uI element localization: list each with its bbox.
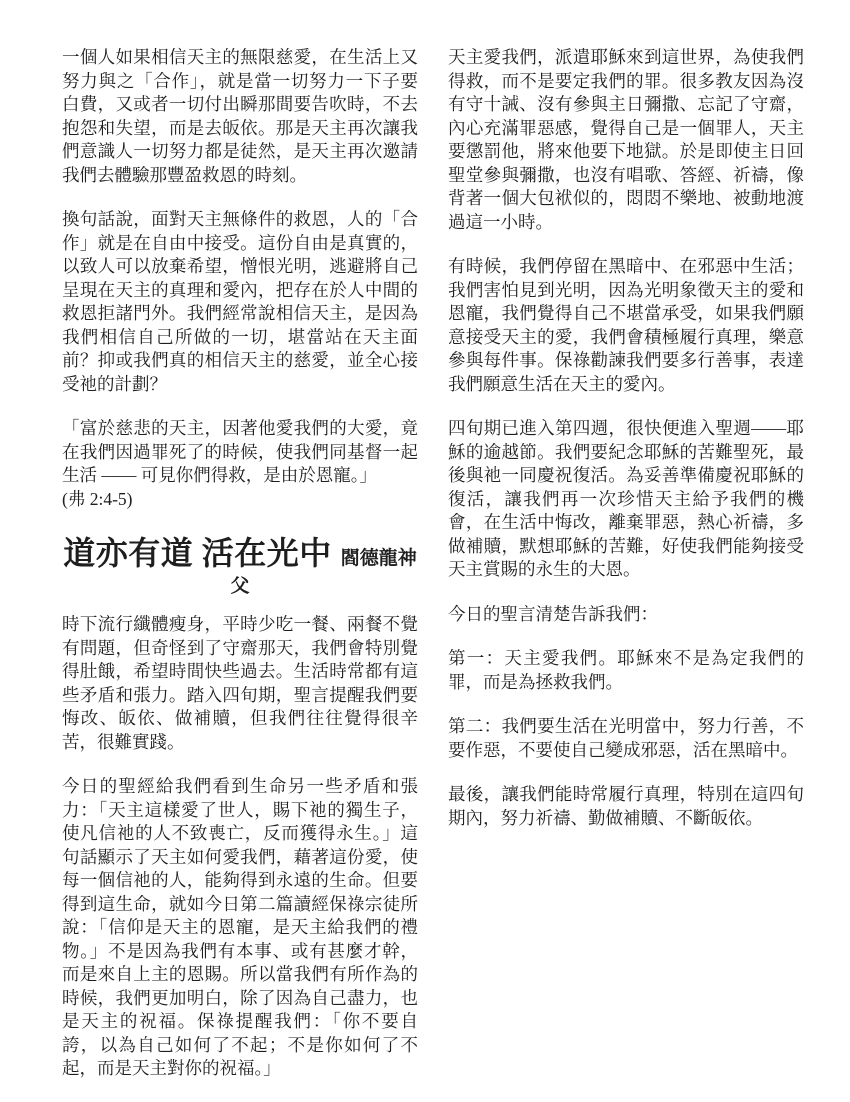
summary-point: 第一：天主愛我們。耶穌來不是為定我們的罪，而是為拯救我們。 <box>448 648 804 692</box>
summary-point: 第二：我們要生活在光明當中，努力行善，不要作惡，不要使自己變成邪惡，活在黑暗中。 <box>448 716 804 760</box>
paragraph: 一個人如果相信天主的無限慈愛，在生活上又努力與之「合作」，就是當一切努力一下子要白費，又或者一切付出瞬那間要告吹時，不去抱怨和失望，而是去皈依。那是天主再次讓我們意識人一切努力都是徒然，是天主再次邀請我們去體驗那豐盈救恩的時刻。 <box>62 47 418 185</box>
paragraph: 時下流行纖體瘦身，平時少吃一餐、兩餐不覺有問題，但奇怪到了守齋那天，我們會特別覺得肚餓，希望時間快些過去。生活時常都有這些矛盾和張力。踏入四旬期，聖言提醒我們要悔改、皈依、做補贖，但我們往往覺得很辛苦，很難實踐。 <box>62 614 418 752</box>
paragraph: 今日的聖經給我們看到生命另一些矛盾和張力：「天主這樣愛了世人，賜下祂的獨生子，使凡信祂的人不致喪亡，反而獲得永生。」這句話顯示了天主如何愛我們，藉著這份愛，使每一個信祂的人，能夠得到永遠的生命。但要得到這生命，就如今日第二篇讀經保祿宗徒所說：「信仰是天主的恩寵，是天主給我們的禮物。」不是因為我們有本事、或有甚麼才幹，而是來自上主的恩賜。所以當我們有所作為的時候，我們更加明白，除了因為自己盡力，也是天主的祝福。保祿提醒我們：「你不要自誇，以為自己如何了不起；不是你如何了不起，而是天主對你的祝福。」 <box>62 776 418 1079</box>
article-headline <box>62 532 418 599</box>
paragraph: 換句話說，面對天主無條件的救恩，人的「合作」就是在自由中接受。這份自由是真實的，以致人可以放棄希望，憎恨光明，逃避將自己呈現在天主的真理和愛內，把存在於人中間的救恩拒諸門外。我們經常說相信天主，是因為我們相信自己所做的一切，堪當站在天主面前？抑或我們真的相信天主的慈愛，並全心接受祂的計劃？ <box>62 209 418 394</box>
paragraph: 四旬期已進入第四週，很快便進入聖週——耶穌的逾越節。我們要紀念耶穌的苦難聖死，最後與祂一同慶祝復活。為妥善準備慶祝耶穌的復活，讓我們再一次珍惜天主給予我們的機會，在生活中悔改，離棄罪惡，熱心祈禱，多做補贖，默想耶穌的苦難，好使我們能夠接受天主賞賜的永生的大恩。 <box>448 418 804 579</box>
paragraph: 天主愛我們，派遣耶穌來到這世界，為使我們得救，而不是要定我們的罪。很多教友因為沒有守十誡、沒有參與主日彌撒、忘記了守齋，內心充滿罪惡感，覺得自己是一個罪人，天主要懲罰他，將來他要下地獄。於是即使主日回聖堂參與彌撒，也沒有唱歌、答經、祈禱，像背著一個大包袱似的，悶悶不樂地、被動地渡過這一小時。 <box>448 47 804 232</box>
article-title: 道亦有道 活在光中 <box>63 535 332 571</box>
article-author: 閻德龍神父 <box>230 548 417 598</box>
two-column-layout <box>62 46 820 1102</box>
scripture-citation: (弗 2:4-5) <box>62 488 133 509</box>
left-column <box>62 46 418 1102</box>
right-column <box>448 46 804 1102</box>
paragraph: 有時候，我們停留在黑暗中、在邪惡中生活；我們害怕見到光明，因為光明象徵天主的愛和恩寵，我們覺得自己不堪當承受，如果我們願意接受天主的愛，我們會積極履行真理，樂意參與每件事。保祿勸諫我們要多行善事，表達我們願意生活在天主的愛內。 <box>448 256 804 394</box>
summary-point: 最後，讓我們能時常履行真理，特別在這四旬期內，努力祈禱、勤做補贖、不斷皈依。 <box>448 784 804 828</box>
paragraph: 今日的聖言清楚告訴我們： <box>448 603 658 624</box>
scripture-quote: 「富於慈悲的天主，因著他愛我們的大愛，竟在我們因過罪死了的時候，使我們同基督一起生活 —— 可見你們得救，是由於恩寵。」 <box>62 418 418 485</box>
